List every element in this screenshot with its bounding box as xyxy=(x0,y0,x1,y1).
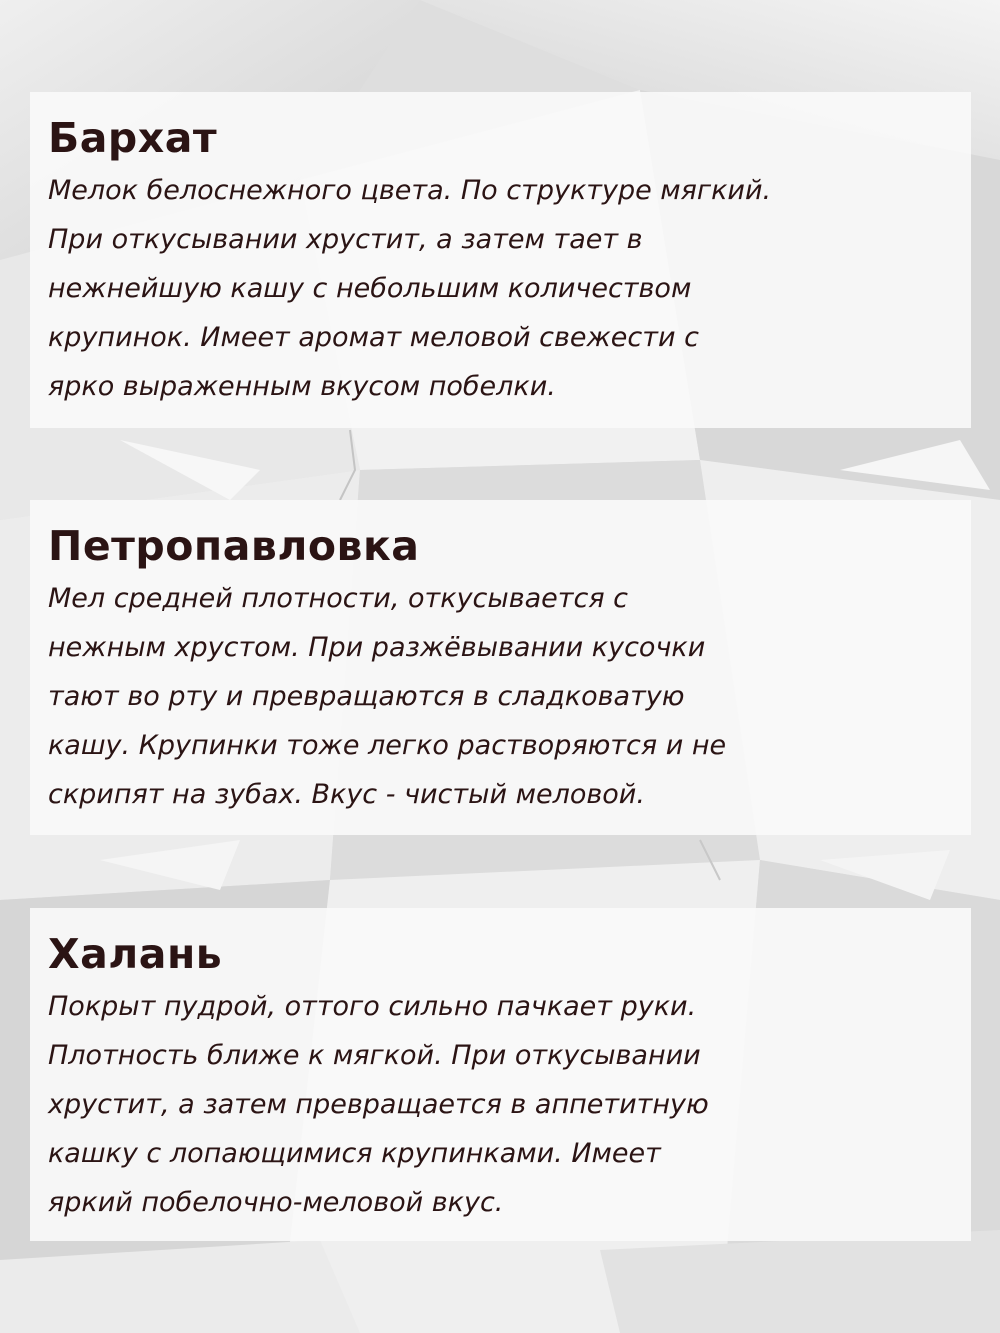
card-title: Бархат xyxy=(48,114,218,162)
card-description: Мел средней плотности, откусывается с нежным хрустом. При разжёвывании кусочки тают во рту и превращаются в сладковатую кашу. Крупинки тоже легко растворяются и не скрипят на зубах. Вкус - чистый меловой. xyxy=(48,583,727,810)
chalk-card-petropavlovka xyxy=(30,500,971,835)
card-description: Покрыт пудрой, оттого сильно пачкает руки. Плотность ближе к мягкой. При откусывании хрустит, а затем превращается в аппетитную кашку с лопающимися крупинками. Имеет яркий побелочно-меловой вкус. xyxy=(48,991,709,1218)
chalk-card-khalan xyxy=(30,908,971,1241)
chalk-card-barkhat xyxy=(30,92,971,428)
card-description: Мелок белоснежного цвета. По структуре мягкий. При откусывании хрустит, а затем тает в нежнейшую кашу с небольшим количеством крупинок. Имеет аромат меловой свежести с ярко выраженным вкусом побелки. xyxy=(48,175,772,402)
card-title: Халань xyxy=(48,930,223,978)
card-title: Петропавловка xyxy=(48,522,420,570)
